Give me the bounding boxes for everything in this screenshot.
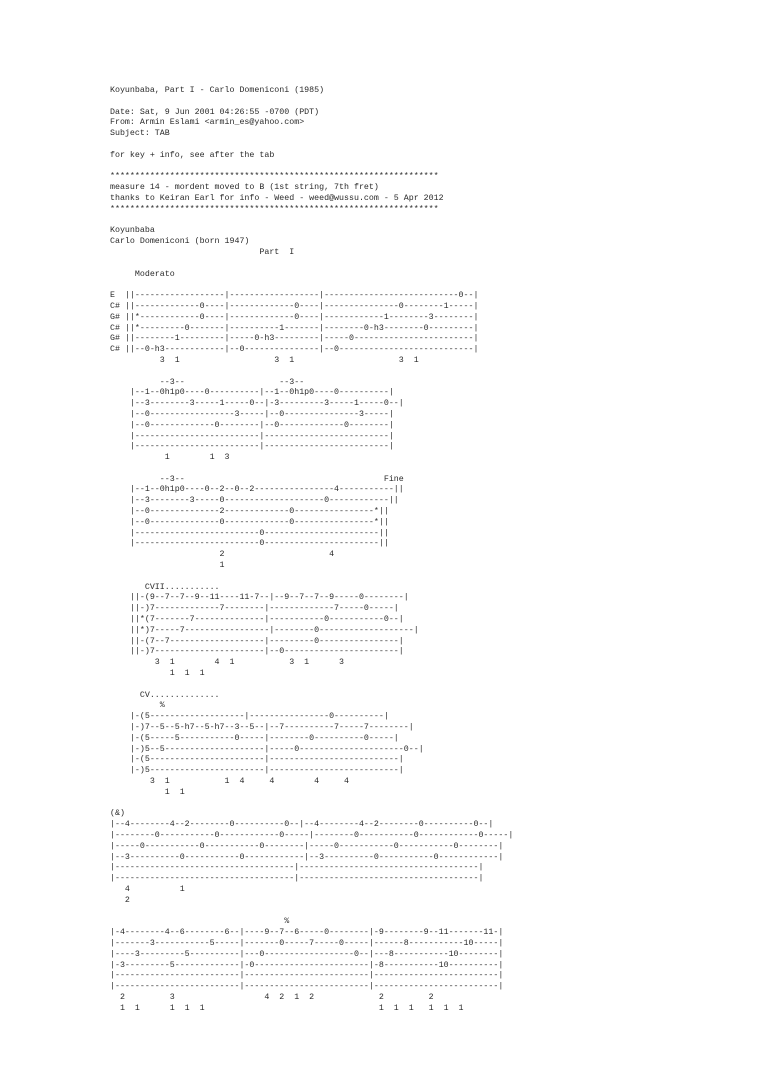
system-3-line: |-------------------------0-----------------------|| (110, 528, 389, 538)
system-7-line: |-------------------------|-------------------------|-------------------------| (110, 982, 504, 992)
system-3-line: |-------------------------0-----------------------|| (110, 539, 389, 549)
system-4-line: ||-(7--7-------------------|---------0----------------| (110, 636, 404, 646)
system-7-line: |----3---------5----------|---0------------------0--|---8-----------10--------| (110, 949, 504, 959)
system-4-line: ||*(7-------7--------------|-----------0-----------0--| (110, 615, 404, 625)
system-2-line: 1 1 3 (110, 453, 230, 463)
header-line: From: Armin Eslami <armin_es@yahoo.com> (110, 118, 305, 128)
tempo-marking (110, 270, 760, 281)
system-2-line: |-------------------------|-------------------------| (110, 431, 394, 441)
system-6-line: 4 1 (110, 884, 185, 894)
revision-note-line: measure 14 - mordent moved to B (1st string, 7th fret) (110, 183, 379, 193)
system-3-line: |--0--------------0-------------0----------------*|| (110, 517, 389, 527)
system-4-line: ||-)7-------------7--------|-------------7-----0-----| (110, 604, 399, 614)
revision-note-line: ****************************************************************** (110, 204, 439, 214)
system-5-line: % (110, 701, 165, 711)
tab-system (110, 475, 760, 572)
revision-note-line: ****************************************************************** (110, 172, 439, 182)
system-7-line: |-3---------5-------------|-0-----------------------|-8-----------10----------| (110, 960, 504, 970)
system-2-line: |--0-----------------3-----|--0---------------3-----| (110, 409, 394, 419)
system-6-line: |--3----------0-----------0------------|--3----------0-----------0------------| (110, 852, 504, 862)
system-1-line: C# ||-------------0----|-------------0----|---------------0--------1-----| (110, 301, 479, 311)
piece-info-line: Koyunbaba (110, 226, 155, 236)
system-2-line: |--0-------------0--------|--0-------------0--------| (110, 420, 394, 430)
tab-system (110, 378, 760, 464)
system-1-line: G# ||*------------0----|-------------0----|------------1--------3--------| (110, 312, 479, 322)
tempo-line: Moderato (110, 269, 175, 279)
system-5-line: |-)7--5--5-h7--5-h7--3--5--|--7----------7-----7--------| (110, 723, 414, 733)
piece-info-line: Part I (110, 247, 295, 257)
email-header (110, 108, 760, 140)
system-6-line: |------------------------------------|------------------------------------| (110, 863, 484, 873)
tab-system (110, 917, 760, 1014)
system-5-line: 1 1 (110, 787, 185, 797)
system-4-line: 3 1 4 1 3 1 3 (110, 658, 345, 668)
revision-note (110, 172, 760, 215)
revision-note-line: thanks to Keiran Earl for info - Weed - weed@wussu.com - 5 Apr 2012 (110, 193, 444, 203)
system-5-line: |-(5-----5-----------0-----|--------0----------0-----| (110, 733, 399, 743)
system-6-line: (&) (110, 809, 125, 819)
system-5-line: CV.............. (110, 690, 220, 700)
system-4-line: CVII........... (110, 582, 220, 592)
system-2-line: |-------------------------|-------------------------| (110, 442, 394, 452)
system-7-line: % (110, 917, 290, 927)
system-7-line: 2 3 4 2 1 2 2 2 (110, 992, 434, 1002)
piece-info-line: Carlo Domeniconi (born 1947) (110, 237, 250, 247)
system-5-line: |-(5-------------------|----------------0----------| (110, 712, 389, 722)
system-1-line: C# ||--0-h3------------|--0---------------|--0---------------------------| (110, 345, 479, 355)
system-7-line: |-4--------4--6--------6--|----9--7--6-----0--------|-9--------9--11-------11-| (110, 928, 504, 938)
key-info-note (110, 151, 760, 162)
system-6-line: 2 (110, 895, 130, 905)
system-1-line: C# ||*---------0-------|----------1-------|--------0-h3--------0---------| (110, 323, 479, 333)
system-3-line: --3-- Fine (110, 474, 404, 484)
system-3-line: |--3--------3-----0--------------------0------------|| (110, 496, 399, 506)
system-7-line: |-------3-----------5-----|-------0-----7-----0-----|------8-----------10-----| (110, 938, 504, 948)
document-title (110, 86, 760, 97)
tab-system (110, 691, 760, 799)
system-2-line: |--3--------3-----1-----0--|-3---------3-----1-----0--| (110, 399, 404, 409)
system-4-line: 1 1 1 (110, 669, 205, 679)
system-7-line: 1 1 1 1 1 1 1 1 1 1 1 (110, 1003, 464, 1013)
system-3-line: 2 4 (110, 550, 335, 560)
system-6-line: |--4--------4--2--------0----------0--|--4--------4--2--------0----------0--| (110, 820, 494, 830)
system-4-line: ||*)7-----7-----------------|--------0-------------------| (110, 625, 419, 635)
system-6-line: |------------------------------------|------------------------------------| (110, 874, 484, 884)
system-3-line: |--0--------------2-------------0----------------*|| (110, 507, 389, 517)
system-4-line: ||-)7----------------------|--0-----------------------| (110, 647, 404, 657)
tab-system (110, 291, 760, 367)
system-1-line: 3 1 3 1 3 1 (110, 355, 419, 365)
piece-info (110, 226, 760, 258)
system-4-line: ||-(9--7--7--9--11----11-7--|--9--7--7--9-----0--------| (110, 593, 409, 603)
tab-system (110, 809, 760, 906)
system-2-line: --3-- --3-- (110, 377, 305, 387)
header-line: Subject: TAB (110, 129, 170, 139)
key-info-line: for key + info, see after the tab (110, 150, 275, 160)
header-line: Date: Sat, 9 Jun 2001 04:26:55 -0700 (PDT) (110, 107, 320, 117)
system-3-line: |--1--0h1p0----0--2--0--2----------------4-----------|| (110, 485, 404, 495)
system-1-line: G# ||--------1---------|-----0-h3---------|-----0------------------------| (110, 334, 479, 344)
system-6-line: |--------0-----------0------------0-----|--------0-----------0------------0-----| (110, 830, 514, 840)
tab-document (110, 86, 760, 1015)
system-2-line: |--1--0h1p0----0----------|--1--0h1p0----0----------| (110, 388, 394, 398)
system-6-line: |-----0-----------0-----------0--------|-----0-----------0-----------0--------| (110, 841, 504, 851)
system-5-line: |-(5-----------------------|--------------------------| (110, 755, 404, 765)
title-line: Koyunbaba, Part I - Carlo Domeniconi (1985) (110, 86, 325, 95)
system-5-line: 3 1 1 4 4 4 4 (110, 777, 349, 786)
system-5-line: |-)5-----------------------|--------------------------| (110, 766, 404, 776)
system-7-line: |-------------------------|-------------------------|-------------------------| (110, 971, 504, 981)
system-5-line: |-)5--5--------------------|-----0---------------------0--| (110, 744, 424, 754)
system-3-line: 1 (110, 561, 225, 571)
system-1-line: E ||------------------|------------------|---------------------------0--| (110, 291, 479, 301)
tab-system (110, 583, 760, 680)
